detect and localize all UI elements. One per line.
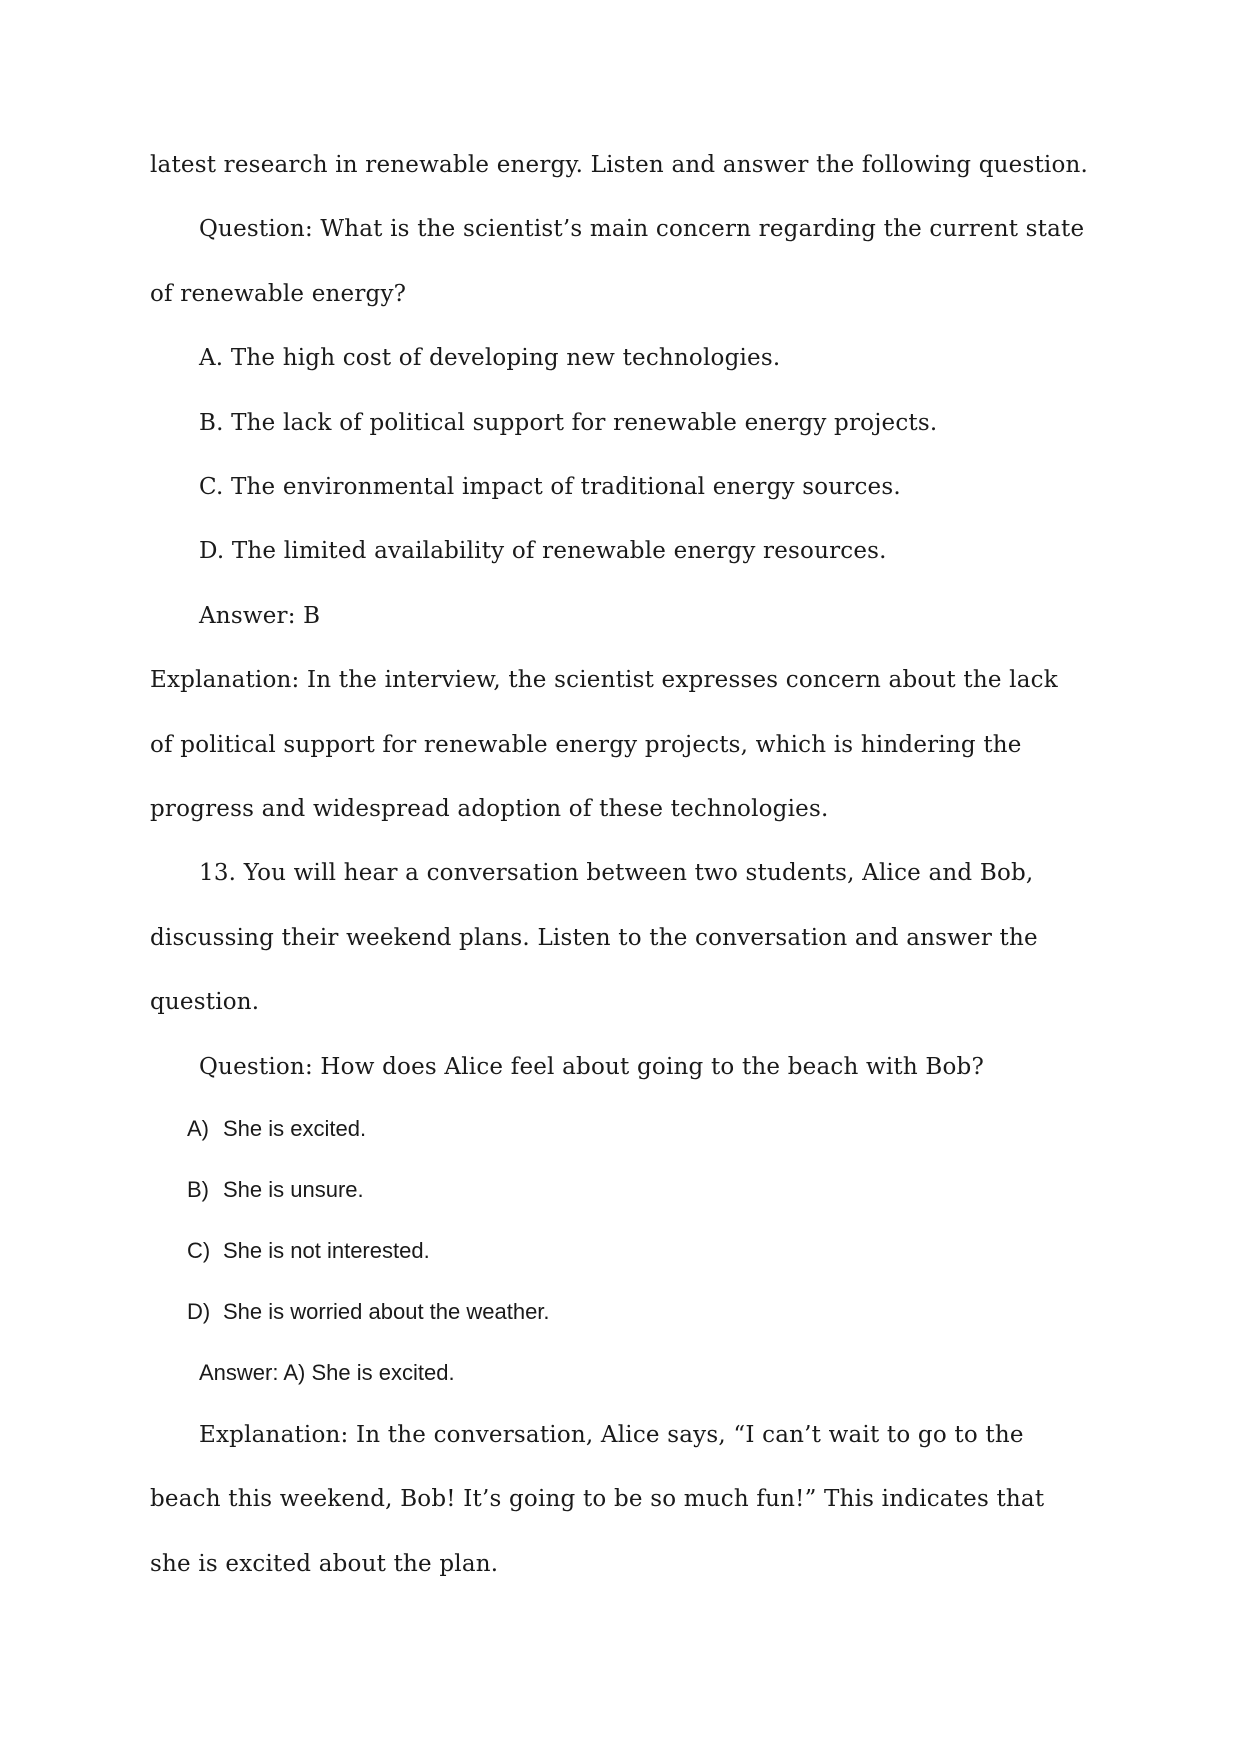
q13-prompt-line-1: 13. You will hear a conversation between two students, Alice and Bob, bbox=[199, 860, 1034, 886]
q13-answer: Answer: A) She is excited. bbox=[199, 1360, 455, 1385]
q13-option-d bbox=[187, 1297, 550, 1327]
q13-explanation-line-2: beach this weekend, Bob! It’s going to be so much fun!” This indicates that bbox=[150, 1486, 1045, 1512]
option-text: She is unsure. bbox=[223, 1177, 364, 1202]
option-text: She is excited. bbox=[223, 1116, 367, 1141]
intro-tail: latest research in renewable energy. Listen and answer the following question. bbox=[150, 152, 1089, 178]
q13-prompt-line-3: question. bbox=[150, 989, 260, 1015]
q12-option-c: C. The environmental impact of traditional energy sources. bbox=[199, 474, 901, 500]
q13-option-c bbox=[187, 1236, 430, 1266]
q12-option-a: A. The high cost of developing new technologies. bbox=[199, 345, 781, 371]
q12-answer: Answer: B bbox=[199, 603, 321, 629]
q13-option-b bbox=[187, 1175, 364, 1205]
q12-explanation-line-2: of political support for renewable energy projects, which is hindering the bbox=[150, 732, 1022, 758]
q13-question: Question: How does Alice feel about going to the beach with Bob? bbox=[199, 1054, 984, 1080]
q12-explanation-line-3: progress and widespread adoption of these technologies. bbox=[150, 796, 829, 822]
option-label: A) bbox=[187, 1116, 209, 1141]
q12-option-d: D. The limited availability of renewable energy resources. bbox=[199, 538, 887, 564]
q12-question-line-2: of renewable energy? bbox=[150, 281, 407, 307]
q13-option-a bbox=[187, 1114, 366, 1144]
q13-explanation-line-1: Explanation: In the conversation, Alice says, “I can’t wait to go to the bbox=[199, 1422, 1024, 1448]
q13-explanation-line-3: she is excited about the plan. bbox=[150, 1551, 499, 1577]
q12-question-line-1: Question: What is the scientist’s main concern regarding the current state bbox=[199, 216, 1085, 242]
option-label: D) bbox=[187, 1299, 211, 1324]
q13-prompt-line-2: discussing their weekend plans. Listen to the conversation and answer the bbox=[150, 925, 1038, 951]
option-label: B) bbox=[187, 1177, 209, 1202]
q12-explanation-line-1: Explanation: In the interview, the scientist expresses concern about the lack bbox=[150, 667, 1058, 693]
q12-option-b: B. The lack of political support for renewable energy projects. bbox=[199, 410, 938, 436]
option-text: She is not interested. bbox=[223, 1238, 430, 1263]
option-text: She is worried about the weather. bbox=[223, 1299, 550, 1324]
option-label: C) bbox=[187, 1238, 211, 1263]
